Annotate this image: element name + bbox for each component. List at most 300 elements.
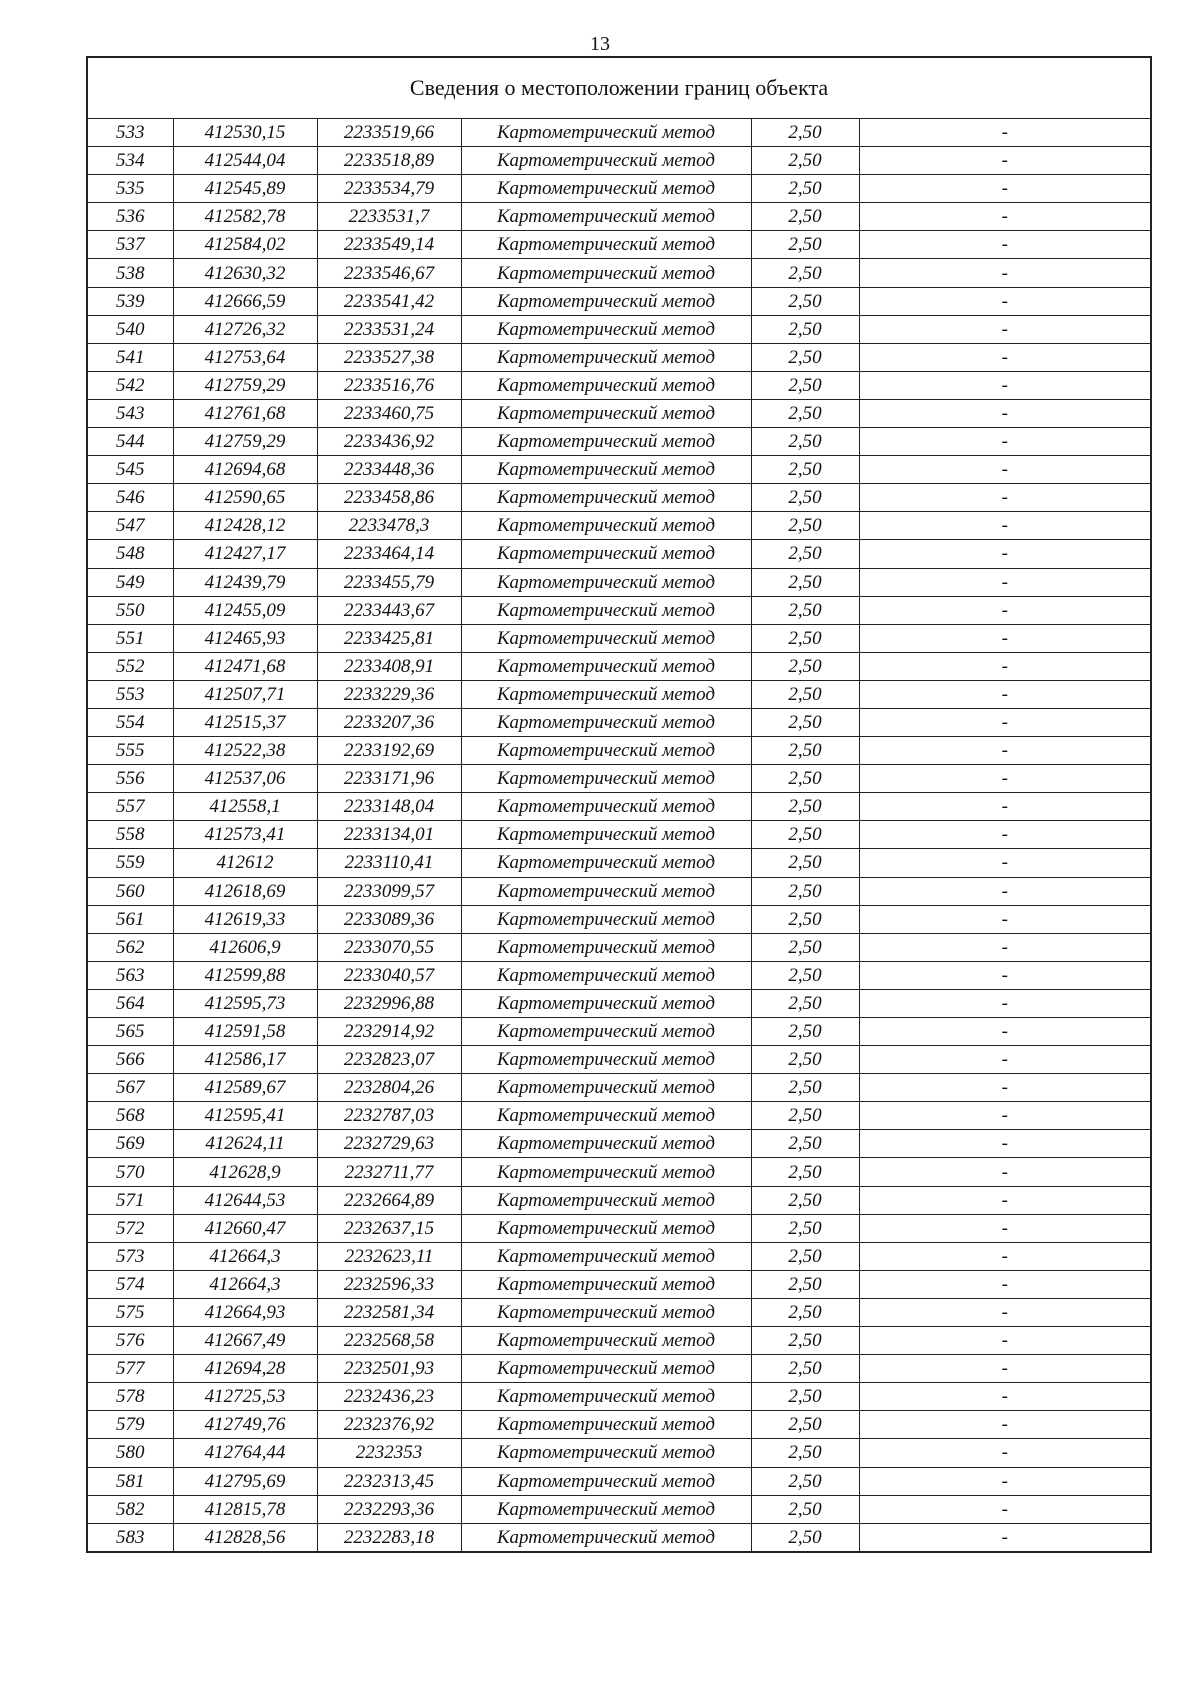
x-coordinate-cell: 412582,78 [173, 203, 317, 231]
point-number-cell: 576 [87, 1327, 173, 1355]
x-coordinate-cell: 412530,15 [173, 119, 317, 147]
x-coordinate-cell: 412599,88 [173, 961, 317, 989]
x-coordinate-cell: 412666,59 [173, 287, 317, 315]
accuracy-cell: 2,50 [751, 287, 859, 315]
y-coordinate-cell: 2233519,66 [317, 119, 461, 147]
description-cell: - [859, 456, 1151, 484]
accuracy-cell: 2,50 [751, 147, 859, 175]
table-row [87, 1046, 1151, 1074]
y-coordinate-cell: 2233478,3 [317, 512, 461, 540]
point-number-cell: 572 [87, 1214, 173, 1242]
method-cell: Картометрический метод [461, 1523, 751, 1552]
accuracy-cell: 2,50 [751, 175, 859, 203]
description-cell: - [859, 1242, 1151, 1270]
accuracy-cell: 2,50 [751, 203, 859, 231]
point-number-cell: 571 [87, 1186, 173, 1214]
method-cell: Картометрический метод [461, 568, 751, 596]
method-cell: Картометрический метод [461, 793, 751, 821]
x-coordinate-cell: 412573,41 [173, 821, 317, 849]
x-coordinate-cell: 412544,04 [173, 147, 317, 175]
table-row [87, 540, 1151, 568]
y-coordinate-cell: 2233099,57 [317, 877, 461, 905]
accuracy-cell: 2,50 [751, 1018, 859, 1046]
description-cell: - [859, 624, 1151, 652]
accuracy-cell: 2,50 [751, 1158, 859, 1186]
description-cell: - [859, 1495, 1151, 1523]
description-cell: - [859, 1467, 1151, 1495]
accuracy-cell: 2,50 [751, 1495, 859, 1523]
description-cell: - [859, 231, 1151, 259]
table-row [87, 961, 1151, 989]
y-coordinate-cell: 2233436,92 [317, 428, 461, 456]
point-number-cell: 562 [87, 933, 173, 961]
y-coordinate-cell: 2233531,24 [317, 315, 461, 343]
method-cell: Картометрический метод [461, 821, 751, 849]
table-row [87, 1383, 1151, 1411]
table-row [87, 680, 1151, 708]
x-coordinate-cell: 412795,69 [173, 1467, 317, 1495]
method-cell: Картометрический метод [461, 1439, 751, 1467]
x-coordinate-cell: 412660,47 [173, 1214, 317, 1242]
description-cell: - [859, 961, 1151, 989]
table-row [87, 905, 1151, 933]
point-number-cell: 582 [87, 1495, 173, 1523]
x-coordinate-cell: 412749,76 [173, 1411, 317, 1439]
description-cell: - [859, 1270, 1151, 1298]
method-cell: Картометрический метод [461, 989, 751, 1017]
y-coordinate-cell: 2233229,36 [317, 680, 461, 708]
y-coordinate-cell: 2232823,07 [317, 1046, 461, 1074]
method-cell: Картометрический метод [461, 1327, 751, 1355]
method-cell: Картометрический метод [461, 259, 751, 287]
method-cell: Картометрический метод [461, 1411, 751, 1439]
method-cell: Картометрический метод [461, 933, 751, 961]
accuracy-cell: 2,50 [751, 1074, 859, 1102]
x-coordinate-cell: 412612 [173, 849, 317, 877]
accuracy-cell: 2,50 [751, 1298, 859, 1326]
method-cell: Картометрический метод [461, 203, 751, 231]
y-coordinate-cell: 2232996,88 [317, 989, 461, 1017]
x-coordinate-cell: 412764,44 [173, 1439, 317, 1467]
point-number-cell: 553 [87, 680, 173, 708]
x-coordinate-cell: 412694,68 [173, 456, 317, 484]
accuracy-cell: 2,50 [751, 484, 859, 512]
y-coordinate-cell: 2233516,76 [317, 371, 461, 399]
table-row [87, 399, 1151, 427]
point-number-cell: 559 [87, 849, 173, 877]
point-number-cell: 567 [87, 1074, 173, 1102]
table-row [87, 652, 1151, 680]
description-cell: - [859, 1327, 1151, 1355]
x-coordinate-cell: 412558,1 [173, 793, 317, 821]
point-number-cell: 536 [87, 203, 173, 231]
accuracy-cell: 2,50 [751, 399, 859, 427]
method-cell: Картометрический метод [461, 147, 751, 175]
method-cell: Картометрический метод [461, 652, 751, 680]
table-row [87, 259, 1151, 287]
accuracy-cell: 2,50 [751, 1270, 859, 1298]
description-cell: - [859, 849, 1151, 877]
method-cell: Картометрический метод [461, 1383, 751, 1411]
x-coordinate-cell: 412537,06 [173, 765, 317, 793]
point-number-cell: 548 [87, 540, 173, 568]
point-number-cell: 533 [87, 119, 173, 147]
table-row [87, 1411, 1151, 1439]
point-number-cell: 573 [87, 1242, 173, 1270]
description-cell: - [859, 1074, 1151, 1102]
point-number-cell: 564 [87, 989, 173, 1017]
y-coordinate-cell: 2233518,89 [317, 147, 461, 175]
accuracy-cell: 2,50 [751, 1214, 859, 1242]
y-coordinate-cell: 2233040,57 [317, 961, 461, 989]
page-number: 13 [590, 33, 610, 55]
x-coordinate-cell: 412828,56 [173, 1523, 317, 1552]
point-number-cell: 565 [87, 1018, 173, 1046]
table-row [87, 1186, 1151, 1214]
table-row [87, 484, 1151, 512]
table-row [87, 1439, 1151, 1467]
table-row [87, 1523, 1151, 1552]
x-coordinate-cell: 412515,37 [173, 708, 317, 736]
point-number-cell: 549 [87, 568, 173, 596]
point-number-cell: 558 [87, 821, 173, 849]
x-coordinate-cell: 412726,32 [173, 315, 317, 343]
table-row [87, 512, 1151, 540]
method-cell: Картометрический метод [461, 680, 751, 708]
accuracy-cell: 2,50 [751, 1439, 859, 1467]
y-coordinate-cell: 2232787,03 [317, 1102, 461, 1130]
method-cell: Картометрический метод [461, 231, 751, 259]
description-cell: - [859, 119, 1151, 147]
point-number-cell: 535 [87, 175, 173, 203]
method-cell: Картометрический метод [461, 961, 751, 989]
accuracy-cell: 2,50 [751, 1467, 859, 1495]
table-row [87, 147, 1151, 175]
point-number-cell: 542 [87, 371, 173, 399]
accuracy-cell: 2,50 [751, 1186, 859, 1214]
y-coordinate-cell: 2233207,36 [317, 708, 461, 736]
x-coordinate-cell: 412427,17 [173, 540, 317, 568]
y-coordinate-cell: 2232376,92 [317, 1411, 461, 1439]
description-cell: - [859, 203, 1151, 231]
description-cell: - [859, 1046, 1151, 1074]
accuracy-cell: 2,50 [751, 933, 859, 961]
point-number-cell: 566 [87, 1046, 173, 1074]
accuracy-cell: 2,50 [751, 231, 859, 259]
description-cell: - [859, 1214, 1151, 1242]
y-coordinate-cell: 2232729,63 [317, 1130, 461, 1158]
accuracy-cell: 2,50 [751, 793, 859, 821]
point-number-cell: 547 [87, 512, 173, 540]
table-row [87, 737, 1151, 765]
description-cell: - [859, 540, 1151, 568]
description-cell: - [859, 793, 1151, 821]
point-number-cell: 541 [87, 343, 173, 371]
description-cell: - [859, 399, 1151, 427]
description-cell: - [859, 680, 1151, 708]
accuracy-cell: 2,50 [751, 849, 859, 877]
point-number-cell: 560 [87, 877, 173, 905]
x-coordinate-cell: 412628,9 [173, 1158, 317, 1186]
description-cell: - [859, 428, 1151, 456]
description-cell: - [859, 287, 1151, 315]
description-cell: - [859, 737, 1151, 765]
y-coordinate-cell: 2232637,15 [317, 1214, 461, 1242]
description-cell: - [859, 484, 1151, 512]
x-coordinate-cell: 412619,33 [173, 905, 317, 933]
accuracy-cell: 2,50 [751, 259, 859, 287]
y-coordinate-cell: 2233171,96 [317, 765, 461, 793]
method-cell: Картометрический метод [461, 540, 751, 568]
table-row [87, 428, 1151, 456]
x-coordinate-cell: 412595,41 [173, 1102, 317, 1130]
method-cell: Картометрический метод [461, 905, 751, 933]
accuracy-cell: 2,50 [751, 680, 859, 708]
method-cell: Картометрический метод [461, 399, 751, 427]
table-row [87, 596, 1151, 624]
table-row [87, 231, 1151, 259]
method-cell: Картометрический метод [461, 512, 751, 540]
point-number-cell: 583 [87, 1523, 173, 1552]
point-number-cell: 554 [87, 708, 173, 736]
table-row [87, 456, 1151, 484]
y-coordinate-cell: 2233549,14 [317, 231, 461, 259]
description-cell: - [859, 512, 1151, 540]
method-cell: Картометрический метод [461, 119, 751, 147]
accuracy-cell: 2,50 [751, 568, 859, 596]
x-coordinate-cell: 412759,29 [173, 371, 317, 399]
accuracy-cell: 2,50 [751, 1046, 859, 1074]
point-number-cell: 555 [87, 737, 173, 765]
point-number-cell: 574 [87, 1270, 173, 1298]
accuracy-cell: 2,50 [751, 989, 859, 1017]
description-cell: - [859, 1439, 1151, 1467]
y-coordinate-cell: 2233464,14 [317, 540, 461, 568]
description-cell: - [859, 1355, 1151, 1383]
table-row [87, 1158, 1151, 1186]
point-number-cell: 579 [87, 1411, 173, 1439]
accuracy-cell: 2,50 [751, 456, 859, 484]
x-coordinate-cell: 412644,53 [173, 1186, 317, 1214]
y-coordinate-cell: 2232914,92 [317, 1018, 461, 1046]
point-number-cell: 534 [87, 147, 173, 175]
table-row [87, 1270, 1151, 1298]
table-row [87, 1298, 1151, 1326]
description-cell: - [859, 568, 1151, 596]
x-coordinate-cell: 412545,89 [173, 175, 317, 203]
accuracy-cell: 2,50 [751, 1523, 859, 1552]
y-coordinate-cell: 2233192,69 [317, 737, 461, 765]
description-cell: - [859, 877, 1151, 905]
x-coordinate-cell: 412455,09 [173, 596, 317, 624]
x-coordinate-cell: 412694,28 [173, 1355, 317, 1383]
table-title-row [87, 57, 1151, 119]
method-cell: Картометрический метод [461, 1074, 751, 1102]
method-cell: Картометрический метод [461, 737, 751, 765]
accuracy-cell: 2,50 [751, 1383, 859, 1411]
accuracy-cell: 2,50 [751, 1242, 859, 1270]
accuracy-cell: 2,50 [751, 540, 859, 568]
description-cell: - [859, 1158, 1151, 1186]
point-number-cell: 556 [87, 765, 173, 793]
boundary-coordinates-table [86, 56, 1152, 1553]
accuracy-cell: 2,50 [751, 596, 859, 624]
table-row [87, 175, 1151, 203]
x-coordinate-cell: 412590,65 [173, 484, 317, 512]
method-cell: Картометрический метод [461, 765, 751, 793]
method-cell: Картометрический метод [461, 315, 751, 343]
y-coordinate-cell: 2232436,23 [317, 1383, 461, 1411]
y-coordinate-cell: 2233448,36 [317, 456, 461, 484]
table-row [87, 371, 1151, 399]
accuracy-cell: 2,50 [751, 512, 859, 540]
table-body [87, 119, 1151, 1552]
accuracy-cell: 2,50 [751, 624, 859, 652]
y-coordinate-cell: 2232804,26 [317, 1074, 461, 1102]
description-cell: - [859, 1523, 1151, 1552]
description-cell: - [859, 259, 1151, 287]
accuracy-cell: 2,50 [751, 961, 859, 989]
method-cell: Картометрический метод [461, 1495, 751, 1523]
point-number-cell: 563 [87, 961, 173, 989]
accuracy-cell: 2,50 [751, 708, 859, 736]
description-cell: - [859, 315, 1151, 343]
y-coordinate-cell: 2232711,77 [317, 1158, 461, 1186]
description-cell: - [859, 765, 1151, 793]
description-cell: - [859, 821, 1151, 849]
x-coordinate-cell: 412606,9 [173, 933, 317, 961]
description-cell: - [859, 708, 1151, 736]
y-coordinate-cell: 2233531,7 [317, 203, 461, 231]
x-coordinate-cell: 412664,93 [173, 1298, 317, 1326]
method-cell: Картометрический метод [461, 428, 751, 456]
table-row [87, 203, 1151, 231]
table-row [87, 989, 1151, 1017]
x-coordinate-cell: 412664,3 [173, 1242, 317, 1270]
table-title: Сведения о местоположении границ объекта [87, 57, 1151, 119]
x-coordinate-cell: 412595,73 [173, 989, 317, 1017]
method-cell: Картометрический метод [461, 1130, 751, 1158]
y-coordinate-cell: 2233134,01 [317, 821, 461, 849]
point-number-cell: 538 [87, 259, 173, 287]
y-coordinate-cell: 2232313,45 [317, 1467, 461, 1495]
y-coordinate-cell: 2232581,34 [317, 1298, 461, 1326]
method-cell: Картометрический метод [461, 456, 751, 484]
method-cell: Картометрический метод [461, 371, 751, 399]
accuracy-cell: 2,50 [751, 877, 859, 905]
y-coordinate-cell: 2233458,86 [317, 484, 461, 512]
y-coordinate-cell: 2233541,42 [317, 287, 461, 315]
point-number-cell: 544 [87, 428, 173, 456]
table-row [87, 793, 1151, 821]
method-cell: Картометрический метод [461, 1158, 751, 1186]
x-coordinate-cell: 412624,11 [173, 1130, 317, 1158]
accuracy-cell: 2,50 [751, 343, 859, 371]
method-cell: Картометрический метод [461, 624, 751, 652]
point-number-cell: 539 [87, 287, 173, 315]
x-coordinate-cell: 412759,29 [173, 428, 317, 456]
description-cell: - [859, 1298, 1151, 1326]
description-cell: - [859, 1411, 1151, 1439]
x-coordinate-cell: 412471,68 [173, 652, 317, 680]
method-cell: Картометрический метод [461, 596, 751, 624]
accuracy-cell: 2,50 [751, 652, 859, 680]
description-cell: - [859, 652, 1151, 680]
table-row [87, 877, 1151, 905]
table-row [87, 1242, 1151, 1270]
table-row [87, 849, 1151, 877]
point-number-cell: 540 [87, 315, 173, 343]
y-coordinate-cell: 2232596,33 [317, 1270, 461, 1298]
table-row [87, 1018, 1151, 1046]
accuracy-cell: 2,50 [751, 821, 859, 849]
y-coordinate-cell: 2233443,67 [317, 596, 461, 624]
table-row [87, 287, 1151, 315]
x-coordinate-cell: 412664,3 [173, 1270, 317, 1298]
point-number-cell: 569 [87, 1130, 173, 1158]
accuracy-cell: 2,50 [751, 765, 859, 793]
x-coordinate-cell: 412761,68 [173, 399, 317, 427]
y-coordinate-cell: 2233089,36 [317, 905, 461, 933]
method-cell: Картометрический метод [461, 1355, 751, 1383]
y-coordinate-cell: 2232283,18 [317, 1523, 461, 1552]
table-row [87, 1102, 1151, 1130]
accuracy-cell: 2,50 [751, 737, 859, 765]
method-cell: Картометрический метод [461, 484, 751, 512]
table-row [87, 1327, 1151, 1355]
method-cell: Картометрический метод [461, 287, 751, 315]
y-coordinate-cell: 2233546,67 [317, 259, 461, 287]
method-cell: Картометрический метод [461, 849, 751, 877]
table-row [87, 119, 1151, 147]
table-row [87, 1495, 1151, 1523]
table-row [87, 1214, 1151, 1242]
y-coordinate-cell: 2233110,41 [317, 849, 461, 877]
point-number-cell: 575 [87, 1298, 173, 1326]
x-coordinate-cell: 412591,58 [173, 1018, 317, 1046]
method-cell: Картометрический метод [461, 1186, 751, 1214]
point-number-cell: 550 [87, 596, 173, 624]
table-row [87, 821, 1151, 849]
accuracy-cell: 2,50 [751, 119, 859, 147]
accuracy-cell: 2,50 [751, 1102, 859, 1130]
accuracy-cell: 2,50 [751, 1355, 859, 1383]
y-coordinate-cell: 2233070,55 [317, 933, 461, 961]
accuracy-cell: 2,50 [751, 371, 859, 399]
point-number-cell: 568 [87, 1102, 173, 1130]
method-cell: Картометрический метод [461, 708, 751, 736]
x-coordinate-cell: 412815,78 [173, 1495, 317, 1523]
accuracy-cell: 2,50 [751, 1130, 859, 1158]
table-row [87, 933, 1151, 961]
x-coordinate-cell: 412439,79 [173, 568, 317, 596]
description-cell: - [859, 147, 1151, 175]
y-coordinate-cell: 2232623,11 [317, 1242, 461, 1270]
description-cell: - [859, 933, 1151, 961]
x-coordinate-cell: 412725,53 [173, 1383, 317, 1411]
description-cell: - [859, 905, 1151, 933]
y-coordinate-cell: 2233425,81 [317, 624, 461, 652]
method-cell: Картометрический метод [461, 1102, 751, 1130]
x-coordinate-cell: 412667,49 [173, 1327, 317, 1355]
description-cell: - [859, 1383, 1151, 1411]
y-coordinate-cell: 2232501,93 [317, 1355, 461, 1383]
table-row [87, 624, 1151, 652]
y-coordinate-cell: 2233534,79 [317, 175, 461, 203]
x-coordinate-cell: 412589,67 [173, 1074, 317, 1102]
description-cell: - [859, 1186, 1151, 1214]
description-cell: - [859, 1102, 1151, 1130]
